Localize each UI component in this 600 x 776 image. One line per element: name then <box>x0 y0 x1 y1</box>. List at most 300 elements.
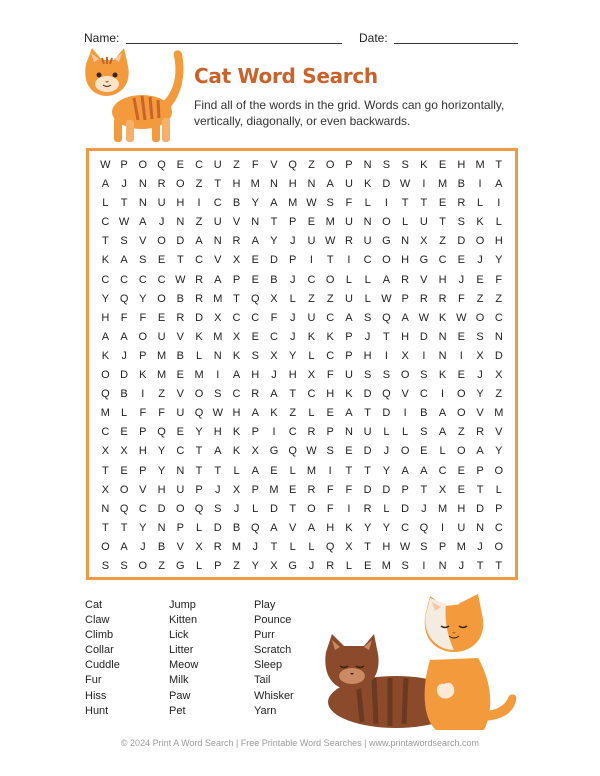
grid-letter[interactable]: G <box>419 254 429 267</box>
grid-letter[interactable]: N <box>138 178 147 191</box>
grid-letter[interactable]: F <box>326 369 334 382</box>
grid-letter[interactable]: L <box>308 349 315 362</box>
grid-letter[interactable]: X <box>251 445 259 458</box>
grid-letter[interactable]: L <box>289 464 296 477</box>
grid-letter[interactable]: U <box>344 178 353 191</box>
grid-letter[interactable]: Z <box>158 559 165 572</box>
grid-letter[interactable]: X <box>270 349 278 362</box>
grid-letter[interactable]: V <box>139 483 147 496</box>
grid-letter[interactable]: Y <box>139 521 147 534</box>
grid-letter[interactable]: T <box>214 464 222 477</box>
grid-letter[interactable]: W <box>175 273 186 286</box>
grid-letter[interactable]: Q <box>194 407 204 420</box>
grid-letter[interactable]: M <box>288 197 298 210</box>
grid-letter[interactable]: S <box>251 349 259 362</box>
grid-letter[interactable]: E <box>457 464 465 477</box>
grid-letter[interactable]: J <box>121 349 127 362</box>
grid-letter[interactable]: C <box>120 273 129 286</box>
grid-letter[interactable]: O <box>475 235 485 248</box>
grid-letter[interactable]: C <box>195 254 204 267</box>
grid-letter[interactable]: Y <box>270 235 278 248</box>
grid-letter[interactable]: I <box>497 197 501 210</box>
grid-letter[interactable]: E <box>176 159 184 171</box>
grid-letter[interactable]: R <box>419 292 428 305</box>
grid-letter[interactable]: O <box>325 159 335 171</box>
grid-letter[interactable]: F <box>495 273 503 286</box>
grid-letter[interactable]: C <box>101 426 110 439</box>
grid-letter[interactable]: Z <box>289 407 297 420</box>
grid-letter[interactable]: X <box>270 292 278 305</box>
grid-letter[interactable]: E <box>289 483 297 496</box>
grid-letter[interactable]: V <box>420 273 428 286</box>
grid-letter[interactable]: O <box>457 388 466 401</box>
grid-letter[interactable]: O <box>457 445 466 458</box>
grid-letter[interactable]: D <box>195 311 204 324</box>
grid-letter[interactable]: K <box>101 349 110 362</box>
grid-letter[interactable]: X <box>195 540 203 553</box>
grid-letter[interactable]: Q <box>250 292 260 305</box>
grid-letter[interactable]: R <box>457 197 466 210</box>
grid-letter[interactable]: H <box>138 445 147 458</box>
grid-letter[interactable]: W <box>456 311 467 324</box>
grid-letter[interactable]: S <box>382 369 391 382</box>
grid-letter[interactable]: L <box>439 445 446 458</box>
grid-letter[interactable]: X <box>345 540 353 553</box>
grid-letter[interactable]: P <box>251 483 259 496</box>
grid-letter[interactable]: H <box>101 311 110 324</box>
grid-letter[interactable]: Q <box>288 445 297 458</box>
grid-letter[interactable]: P <box>251 426 259 439</box>
grid-letter[interactable]: M <box>438 178 448 191</box>
grid-letter[interactable]: Q <box>119 502 129 515</box>
grid-letter[interactable]: P <box>139 426 147 439</box>
grid-letter[interactable]: Y <box>382 464 391 477</box>
grid-letter[interactable]: C <box>494 521 503 534</box>
grid-letter[interactable]: B <box>457 178 465 191</box>
grid-letter[interactable]: K <box>232 445 241 458</box>
grid-letter[interactable]: I <box>272 426 276 439</box>
grid-letter[interactable]: O <box>157 235 166 248</box>
grid-letter[interactable]: Y <box>251 197 259 210</box>
grid-letter[interactable]: E <box>157 254 166 267</box>
grid-letter[interactable]: L <box>345 273 352 286</box>
grid-letter[interactable]: T <box>270 540 278 553</box>
grid-letter[interactable]: W <box>306 197 317 210</box>
grid-letter[interactable]: K <box>139 369 147 382</box>
grid-letter[interactable]: W <box>212 407 223 420</box>
grid-letter[interactable]: A <box>101 178 110 191</box>
grid-letter[interactable]: D <box>363 445 372 458</box>
grid-letter[interactable]: T <box>102 464 109 477</box>
grid-letter[interactable]: S <box>139 254 147 267</box>
grid-letter[interactable]: I <box>422 349 426 362</box>
grid-letter[interactable]: O <box>494 464 504 477</box>
grid-letter[interactable]: T <box>176 254 184 267</box>
grid-letter[interactable]: M <box>100 407 110 420</box>
grid-letter[interactable]: B <box>176 292 184 305</box>
grid-letter[interactable]: T <box>345 464 353 477</box>
grid-letter[interactable]: D <box>270 502 278 515</box>
grid-letter[interactable]: N <box>494 330 503 343</box>
grid-letter[interactable]: L <box>402 216 409 229</box>
grid-letter[interactable]: S <box>401 559 409 572</box>
grid-letter[interactable]: S <box>214 502 222 515</box>
grid-letter[interactable]: L <box>364 273 371 286</box>
grid-letter[interactable]: O <box>138 559 148 572</box>
grid-letter[interactable]: T <box>214 178 222 191</box>
grid-letter[interactable]: K <box>232 349 241 362</box>
grid-letter[interactable]: H <box>363 349 372 362</box>
grid-letter[interactable]: J <box>158 216 165 229</box>
grid-letter[interactable]: Z <box>233 559 240 572</box>
grid-letter[interactable]: Y <box>289 349 297 362</box>
grid-letter[interactable]: Y <box>157 464 166 477</box>
grid-letter[interactable]: S <box>420 540 428 553</box>
grid-letter[interactable]: Z <box>476 292 484 305</box>
grid-letter[interactable]: P <box>438 540 447 553</box>
grid-letter[interactable]: Y <box>251 559 259 572</box>
grid-letter[interactable]: A <box>401 311 409 324</box>
grid-letter[interactable]: C <box>138 502 147 515</box>
grid-letter[interactable]: T <box>420 197 428 210</box>
grid-letter[interactable]: C <box>157 273 166 286</box>
grid-letter[interactable]: D <box>270 254 278 267</box>
grid-letter[interactable]: M <box>325 216 335 229</box>
grid-letter[interactable]: T <box>195 445 203 458</box>
grid-letter[interactable]: E <box>326 407 334 420</box>
grid-letter[interactable]: L <box>495 483 502 496</box>
date-line[interactable] <box>394 43 518 44</box>
grid-letter[interactable]: I <box>441 388 445 401</box>
grid-letter[interactable]: Z <box>495 292 503 305</box>
grid-letter[interactable]: E <box>120 426 128 439</box>
grid-letter[interactable]: I <box>328 464 332 477</box>
grid-letter[interactable]: X <box>214 311 222 324</box>
grid-letter[interactable]: S <box>326 445 334 458</box>
grid-letter[interactable]: A <box>251 235 259 248</box>
grid-letter[interactable]: Y <box>195 426 203 439</box>
grid-letter[interactable]: O <box>457 407 466 420</box>
grid-letter[interactable]: C <box>251 311 260 324</box>
grid-letter[interactable]: I <box>347 254 351 267</box>
grid-letter[interactable]: C <box>270 330 278 343</box>
grid-letter[interactable]: E <box>457 254 465 267</box>
grid-letter[interactable]: S <box>363 369 372 382</box>
grid-letter[interactable]: D <box>382 178 391 191</box>
grid-letter[interactable]: H <box>176 197 185 210</box>
grid-letter[interactable]: S <box>214 388 222 401</box>
grid-letter[interactable]: T <box>476 483 484 496</box>
grid-letter[interactable]: M <box>213 330 223 343</box>
grid-letter[interactable]: S <box>476 330 484 343</box>
grid-letter[interactable]: A <box>270 388 278 401</box>
grid-letter[interactable]: Q <box>419 521 429 534</box>
grid-letter[interactable]: T <box>289 502 297 515</box>
grid-letter[interactable]: Q <box>194 502 204 515</box>
grid-letter[interactable]: N <box>213 235 222 248</box>
grid-letter[interactable]: Z <box>233 159 240 171</box>
grid-letter[interactable]: E <box>457 330 465 343</box>
grid-letter[interactable]: U <box>213 159 222 171</box>
grid-letter[interactable]: Z <box>457 426 465 439</box>
grid-letter[interactable]: T <box>326 254 334 267</box>
grid-letter[interactable]: C <box>213 197 222 210</box>
grid-letter[interactable]: D <box>157 502 166 515</box>
grid-letter[interactable]: Z <box>195 178 203 191</box>
grid-letter[interactable]: E <box>270 464 278 477</box>
grid-letter[interactable]: C <box>438 464 447 477</box>
grid-letter[interactable]: B <box>420 407 428 420</box>
grid-letter[interactable]: O <box>494 540 504 553</box>
grid-letter[interactable]: A <box>476 445 484 458</box>
grid-letter[interactable]: I <box>459 349 463 362</box>
grid-letter[interactable]: A <box>345 311 353 324</box>
grid-letter[interactable]: S <box>101 559 110 572</box>
grid-letter[interactable]: U <box>419 216 428 229</box>
grid-letter[interactable]: C <box>232 311 241 324</box>
grid-letter[interactable]: W <box>399 540 411 553</box>
grid-letter[interactable]: W <box>100 159 111 171</box>
grid-letter[interactable]: O <box>176 502 185 515</box>
grid-letter[interactable]: H <box>494 235 503 248</box>
grid-letter[interactable]: P <box>232 273 241 286</box>
grid-letter[interactable]: X <box>476 349 484 362</box>
grid-letter[interactable]: A <box>120 540 128 553</box>
grid-letter[interactable]: K <box>195 330 203 343</box>
grid-letter[interactable]: L <box>495 216 502 229</box>
grid-letter[interactable]: R <box>326 559 335 572</box>
grid-letter[interactable]: V <box>401 388 409 401</box>
grid-letter[interactable]: L <box>233 464 240 477</box>
grid-letter[interactable]: R <box>157 178 166 191</box>
grid-letter[interactable]: H <box>401 254 410 267</box>
grid-letter[interactable]: J <box>477 369 483 382</box>
grid-letter[interactable]: E <box>120 464 128 477</box>
grid-letter[interactable]: Y <box>363 521 372 534</box>
grid-letter[interactable]: F <box>345 197 353 210</box>
grid-letter[interactable]: F <box>270 311 278 324</box>
grid-letter[interactable]: L <box>402 426 409 439</box>
grid-letter[interactable]: E <box>457 369 465 382</box>
grid-letter[interactable]: K <box>232 426 241 439</box>
grid-letter[interactable]: J <box>458 273 465 286</box>
grid-letter[interactable]: D <box>382 407 391 420</box>
grid-letter[interactable]: E <box>363 559 372 572</box>
grid-letter[interactable]: E <box>438 197 447 210</box>
grid-letter[interactable]: H <box>326 388 335 401</box>
grid-letter[interactable]: U <box>176 407 185 420</box>
grid-letter[interactable]: R <box>195 273 204 286</box>
grid-letter[interactable]: L <box>121 407 128 420</box>
grid-letter[interactable]: D <box>363 388 372 401</box>
grid-letter[interactable]: Z <box>195 216 203 229</box>
grid-letter[interactable]: O <box>307 502 316 515</box>
grid-letter[interactable]: L <box>383 502 390 515</box>
grid-letter[interactable]: C <box>419 388 428 401</box>
grid-letter[interactable]: Y <box>476 388 484 401</box>
grid-letter[interactable]: N <box>307 178 316 191</box>
grid-letter[interactable]: P <box>345 349 353 362</box>
grid-letter[interactable]: O <box>138 159 148 171</box>
grid-letter[interactable]: I <box>422 559 426 572</box>
grid-letter[interactable]: N <box>138 197 147 210</box>
grid-letter[interactable]: J <box>364 330 371 343</box>
grid-letter[interactable]: Q <box>382 311 391 324</box>
grid-letter[interactable]: Z <box>326 292 334 305</box>
grid-letter[interactable]: X <box>401 349 409 362</box>
grid-letter[interactable]: R <box>213 540 222 553</box>
grid-letter[interactable]: H <box>438 273 447 286</box>
grid-letter[interactable]: F <box>139 311 147 324</box>
grid-letter[interactable]: C <box>232 388 241 401</box>
grid-letter[interactable]: N <box>176 216 185 229</box>
grid-letter[interactable]: P <box>214 559 222 572</box>
grid-letter[interactable]: L <box>476 197 484 210</box>
grid-letter[interactable]: J <box>271 369 277 382</box>
grid-letter[interactable]: P <box>476 464 484 477</box>
grid-letter[interactable]: X <box>495 369 503 382</box>
grid-letter[interactable]: K <box>363 178 372 191</box>
grid-letter[interactable]: L <box>195 349 203 362</box>
grid-letter[interactable]: T <box>476 559 484 572</box>
grid-letter[interactable]: A <box>214 273 222 286</box>
grid-letter[interactable]: H <box>213 426 222 439</box>
grid-letter[interactable]: G <box>288 559 297 572</box>
grid-letter[interactable]: E <box>476 273 484 286</box>
grid-letter[interactable]: K <box>438 311 447 324</box>
grid-letter[interactable]: J <box>252 540 258 553</box>
grid-letter[interactable]: T <box>420 483 428 496</box>
grid-letter[interactable]: U <box>344 292 353 305</box>
grid-letter[interactable]: W <box>118 216 130 229</box>
grid-letter[interactable]: C <box>307 273 316 286</box>
grid-letter[interactable]: V <box>214 254 222 267</box>
grid-letter[interactable]: H <box>326 521 335 534</box>
grid-letter[interactable]: Q <box>250 521 260 534</box>
grid-letter[interactable]: Q <box>119 292 129 305</box>
grid-letter[interactable]: T <box>289 388 297 401</box>
grid-letter[interactable]: J <box>140 540 146 553</box>
grid-letter[interactable]: M <box>475 159 485 171</box>
grid-letter[interactable]: P <box>345 330 353 343</box>
grid-letter[interactable]: T <box>233 292 240 305</box>
grid-letter[interactable]: U <box>157 330 166 343</box>
grid-letter[interactable]: A <box>438 407 447 420</box>
grid-letter[interactable]: P <box>195 483 203 496</box>
grid-letter[interactable]: H <box>157 483 166 496</box>
grid-letter[interactable]: M <box>438 502 448 515</box>
grid-letter[interactable]: F <box>326 483 334 496</box>
grid-letter[interactable]: A <box>420 464 428 477</box>
grid-letter[interactable]: J <box>289 330 296 343</box>
grid-letter[interactable]: K <box>438 369 447 382</box>
grid-letter[interactable]: N <box>344 426 353 439</box>
grid-letter[interactable]: H <box>288 178 297 191</box>
grid-letter[interactable]: J <box>121 178 127 191</box>
grid-letter[interactable]: S <box>420 369 428 382</box>
grid-letter[interactable]: D <box>120 369 129 382</box>
grid-letter[interactable]: K <box>101 254 110 267</box>
grid-letter[interactable]: M <box>381 559 391 572</box>
grid-letter[interactable]: E <box>176 426 184 439</box>
grid-letter[interactable]: Q <box>325 540 335 553</box>
grid-letter[interactable]: S <box>420 426 428 439</box>
grid-letter[interactable]: T <box>195 464 203 477</box>
grid-letter[interactable]: B <box>157 540 166 553</box>
grid-letter[interactable]: K <box>307 330 316 343</box>
grid-letter[interactable]: A <box>139 216 147 229</box>
grid-letter[interactable]: H <box>457 159 466 171</box>
grid-letter[interactable]: O <box>400 369 410 382</box>
grid-letter[interactable]: G <box>269 445 279 458</box>
grid-letter[interactable]: Q <box>101 388 110 401</box>
grid-letter[interactable]: C <box>494 311 503 324</box>
grid-letter[interactable]: X <box>420 235 428 248</box>
grid-letter[interactable]: D <box>457 235 466 248</box>
grid-letter[interactable]: S <box>457 216 465 229</box>
grid-letter[interactable]: L <box>102 197 109 210</box>
grid-letter[interactable]: O <box>382 254 391 267</box>
grid-letter[interactable]: T <box>495 159 503 171</box>
grid-letter[interactable]: U <box>344 216 353 229</box>
grid-letter[interactable]: V <box>232 216 241 229</box>
grid-letter[interactable]: I <box>441 521 445 534</box>
grid-letter[interactable]: R <box>251 388 260 401</box>
grid-letter[interactable]: J <box>421 502 427 515</box>
grid-letter[interactable]: N <box>363 159 372 171</box>
grid-letter[interactable]: X <box>101 445 110 458</box>
grid-letter[interactable]: P <box>326 426 334 439</box>
grid-letter[interactable]: L <box>289 540 296 553</box>
grid-letter[interactable]: P <box>176 521 184 534</box>
grid-letter[interactable]: R <box>307 483 316 496</box>
grid-letter[interactable]: Z <box>308 159 315 171</box>
grid-letter[interactable]: M <box>269 483 279 496</box>
grid-letter[interactable]: B <box>120 388 128 401</box>
grid-letter[interactable]: E <box>438 159 447 171</box>
grid-letter[interactable]: T <box>401 197 409 210</box>
grid-letter[interactable]: D <box>401 502 410 515</box>
grid-letter[interactable]: D <box>213 521 222 534</box>
grid-letter[interactable]: T <box>439 216 446 229</box>
grid-letter[interactable]: J <box>458 559 465 572</box>
grid-letter[interactable]: H <box>401 330 410 343</box>
grid-letter[interactable]: M <box>494 407 504 420</box>
grid-letter[interactable]: T <box>102 521 109 534</box>
grid-letter[interactable]: A <box>401 464 409 477</box>
grid-letter[interactable]: R <box>438 292 447 305</box>
grid-letter[interactable]: H <box>457 502 466 515</box>
grid-letter[interactable]: M <box>231 540 242 553</box>
grid-letter[interactable]: Q <box>288 159 297 171</box>
grid-letter[interactable]: B <box>232 197 241 210</box>
grid-letter[interactable]: W <box>381 292 392 305</box>
grid-letter[interactable]: D <box>363 483 372 496</box>
grid-letter[interactable]: Z <box>439 235 446 248</box>
grid-letter[interactable]: P <box>495 502 503 515</box>
grid-letter[interactable]: G <box>176 559 185 572</box>
grid-letter[interactable]: Q <box>382 388 391 401</box>
grid-letter[interactable]: U <box>363 426 372 439</box>
grid-letter[interactable]: E <box>307 216 316 229</box>
grid-letter[interactable]: A <box>195 235 203 248</box>
grid-letter[interactable]: S <box>120 559 128 572</box>
grid-letter[interactable]: I <box>347 502 351 515</box>
grid-letter[interactable]: O <box>400 445 410 458</box>
grid-letter[interactable]: B <box>176 349 184 362</box>
grid-letter[interactable]: O <box>325 273 335 286</box>
grid-letter[interactable]: V <box>139 235 147 248</box>
